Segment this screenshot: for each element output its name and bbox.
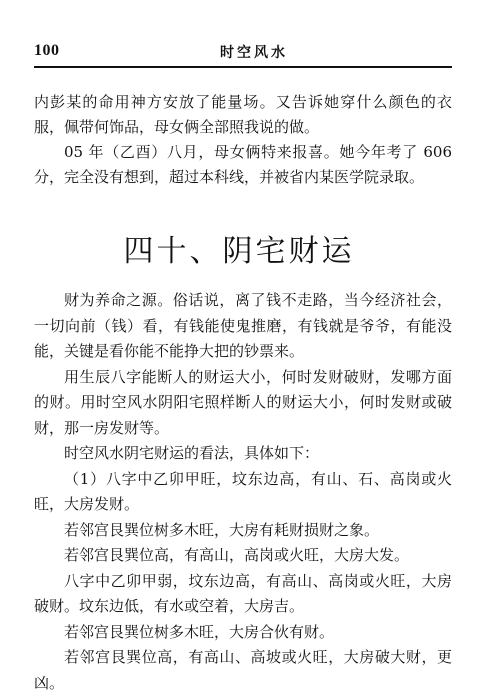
paragraph: 时空风水阴宅财运的看法，具体如下： (64, 444, 320, 462)
paragraph: 若邻宫艮巽位树多木旺，大房有耗财损财之象。 (64, 520, 380, 539)
paragraph: 若邻宫艮巽位高，有高山，高岗或火旺，大房大发。 (64, 546, 410, 564)
paragraph: 八字中乙卯甲弱，坟东边高，有高山、高岗或火旺，大房破财。坟东边低，有水或空着，大房吉。 (34, 571, 452, 615)
paragraph: 若邻宫艮巽位高，有高山、高坡或火旺，大房破大财，更凶。 (34, 648, 452, 692)
continued-text (34, 90, 452, 190)
paragraph: 内彭某的命用神方安放了能量场。又告诉她穿什么颜色的衣服，佩带何饰品，母女俩全部照我说的做。 (34, 93, 452, 136)
running-title: 时空风水 (220, 45, 288, 61)
paragraph: 用生辰八字能断人的财运大小，何时发财破财，发哪方面的财。用时空风水阴阳宅照样断人的财运大小，何时发财或破财，那一房发财等。 (34, 367, 452, 437)
paragraph: 05 年（乙酉）八月，母女俩特来报喜。她今年考了 606 分，完全没有想到，超过本科线，并被省内某医学院录取。 (34, 143, 452, 186)
paragraph: （1）八字中乙卯甲旺，坟东边高，有山、石、高岗或火旺，大房发财。 (34, 469, 452, 513)
paragraph: 若邻宫艮巽位树多木旺，大房合伙有财。 (64, 622, 335, 641)
chapter-title: 四十、阴宅财运 (123, 234, 355, 269)
page-number: 100 (34, 42, 60, 59)
page-header (34, 40, 452, 64)
chapter-body (34, 288, 452, 696)
header-rule (34, 66, 452, 68)
paragraph: 财为养命之源。俗话说，离了钱不走路，当今经济社会，一切向前（钱）看，有钱能使鬼推磨，有钱就是爷爷，有能没能，关键是看你能不能挣大把的钞票来。 (34, 291, 452, 360)
